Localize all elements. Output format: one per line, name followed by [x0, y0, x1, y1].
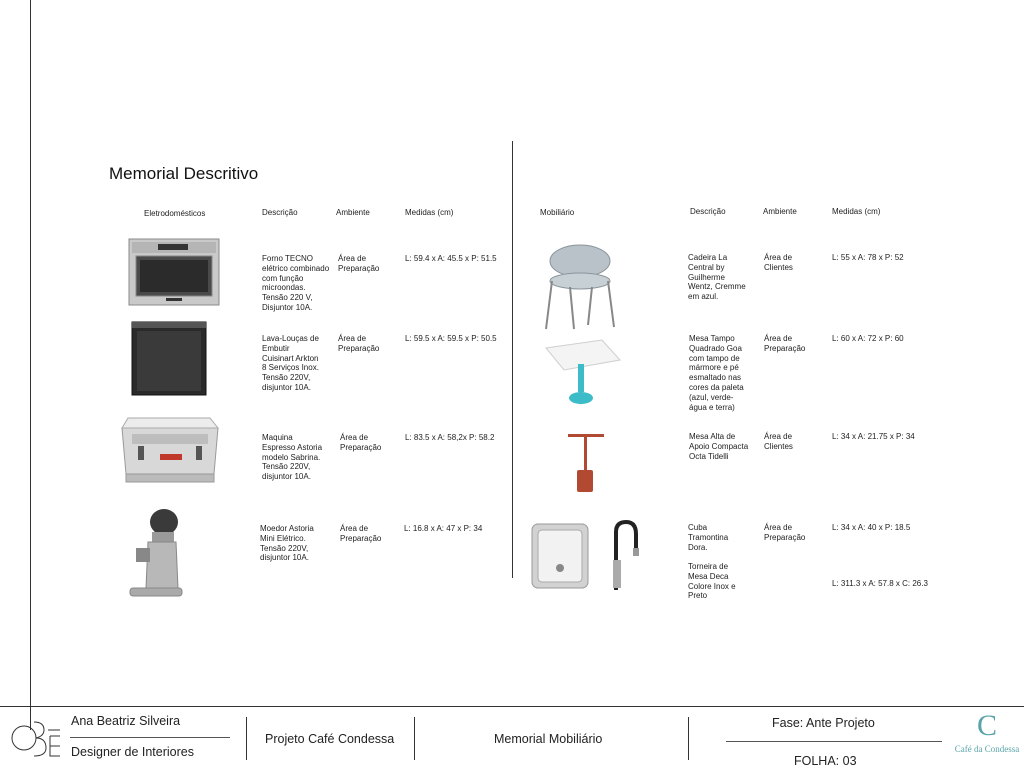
row-environment: Área de Preparação [338, 254, 380, 273]
row-environment: Área de Preparação [764, 334, 806, 353]
footer-divider-1 [246, 717, 247, 760]
row-environment: Área de Clientes [764, 253, 793, 272]
header-description-left: Descrição [262, 208, 298, 217]
left-margin-line [30, 0, 31, 730]
brand-logo [952, 710, 1022, 766]
designer-name: Ana Beatriz Silveira [71, 714, 181, 728]
header-environment-left: Ambiente [336, 208, 370, 217]
project-phase: Fase: Ante Projeto [772, 716, 875, 730]
row-measures: L: 16.8 x A: 47 x P: 34 [404, 524, 483, 533]
faucet-icon [608, 520, 642, 592]
row-environment: Área de Preparação [764, 523, 806, 542]
row-measures: L: 34 x A: 40 x P: 18.5 [832, 523, 911, 532]
side-table-icon [564, 432, 608, 494]
row-environment: Área de Preparação [340, 433, 382, 452]
row-description: Lava-Louças de Embutir Cuisinart Arkton 8 Serviços Inox. Tensão 220V, disjuntor 10A. [262, 334, 319, 392]
row-measures: L: 55 x A: 78 x P: 52 [832, 253, 904, 262]
brand-letter: C [976, 709, 997, 742]
row-environment: Área de Preparação [340, 524, 382, 543]
row-measures: L: 59.5 x A: 59.5 x P: 50.5 [405, 334, 497, 343]
row-description: Forno TECNO elétrico combinado com função microondas. Tensão 220 V, Disjuntor 10A. [262, 254, 330, 312]
row-measures: L: 60 x A: 72 x P: 60 [832, 334, 904, 343]
project-name: Projeto Café Condessa [265, 732, 395, 746]
square-table-icon [542, 338, 622, 408]
footer-divider-3 [688, 717, 689, 760]
header-environment-right: Ambiente [763, 207, 797, 216]
row-measures: L: 311.3 x A: 57.8 x C: 26.3 [832, 579, 928, 588]
header-measures-left: Medidas (cm) [405, 208, 454, 217]
phase-divider [726, 741, 942, 742]
row-description: Cadeira La Central by Guilherme Wentz, Cremme em azul. [688, 253, 746, 302]
header-description-right: Descrição [690, 207, 726, 216]
page-title: Memorial Descritivo [109, 164, 259, 183]
sheet-number: FOLHA: 03 [794, 754, 857, 768]
row-description: Cuba Tramontina Dora. [688, 523, 729, 552]
row-description: Torneira de Mesa Deca Colore Inox e Preto [688, 562, 736, 601]
oven-icon [128, 238, 220, 306]
row-measures: L: 83.5 x A: 58,2x P: 58.2 [405, 433, 495, 442]
row-description: Mesa Tampo Quadrado Goa com tampo de mármore e pé esmaltado nas cores da paleta (azul, verde- água e terra) [689, 334, 744, 412]
sink-icon [531, 523, 589, 589]
footer-divider-2 [414, 717, 415, 760]
row-description: Maquina Espresso Astoria modelo Sabrina. Tensão 220V, disjuntor 10A. [262, 433, 323, 482]
row-measures: L: 34 x A: 21.75 x P: 34 [832, 432, 915, 441]
column-divider [512, 141, 513, 578]
designer-role: Designer de Interiores [71, 745, 194, 759]
sheet-title: Memorial Mobiliário [494, 732, 603, 746]
coffee-grinder-icon [126, 508, 186, 600]
row-environment: Área de Clientes [764, 432, 793, 451]
designer-logo [10, 716, 62, 760]
dishwasher-icon [131, 321, 207, 396]
row-description: Mesa Alta de Apoio Compacta Octa Tidelli [689, 432, 749, 461]
row-measures: L: 59.4 x A: 45.5 x P: 51.5 [405, 254, 497, 263]
row-description: Moedor Astoria Mini Elétrico. Tensão 220V, disjuntor 10A. [260, 524, 314, 563]
chair-icon [544, 241, 616, 331]
designer-divider [70, 737, 230, 738]
footer-top-line [0, 706, 1024, 707]
brand-name: Café da Condessa [954, 744, 1020, 754]
espresso-machine-icon [118, 414, 222, 486]
row-environment: Área de Preparação [338, 334, 380, 353]
header-category-right: Mobiliário [540, 208, 575, 217]
header-category-left: Eletrodomésticos [144, 209, 206, 218]
header-measures-right: Medidas (cm) [832, 207, 881, 216]
